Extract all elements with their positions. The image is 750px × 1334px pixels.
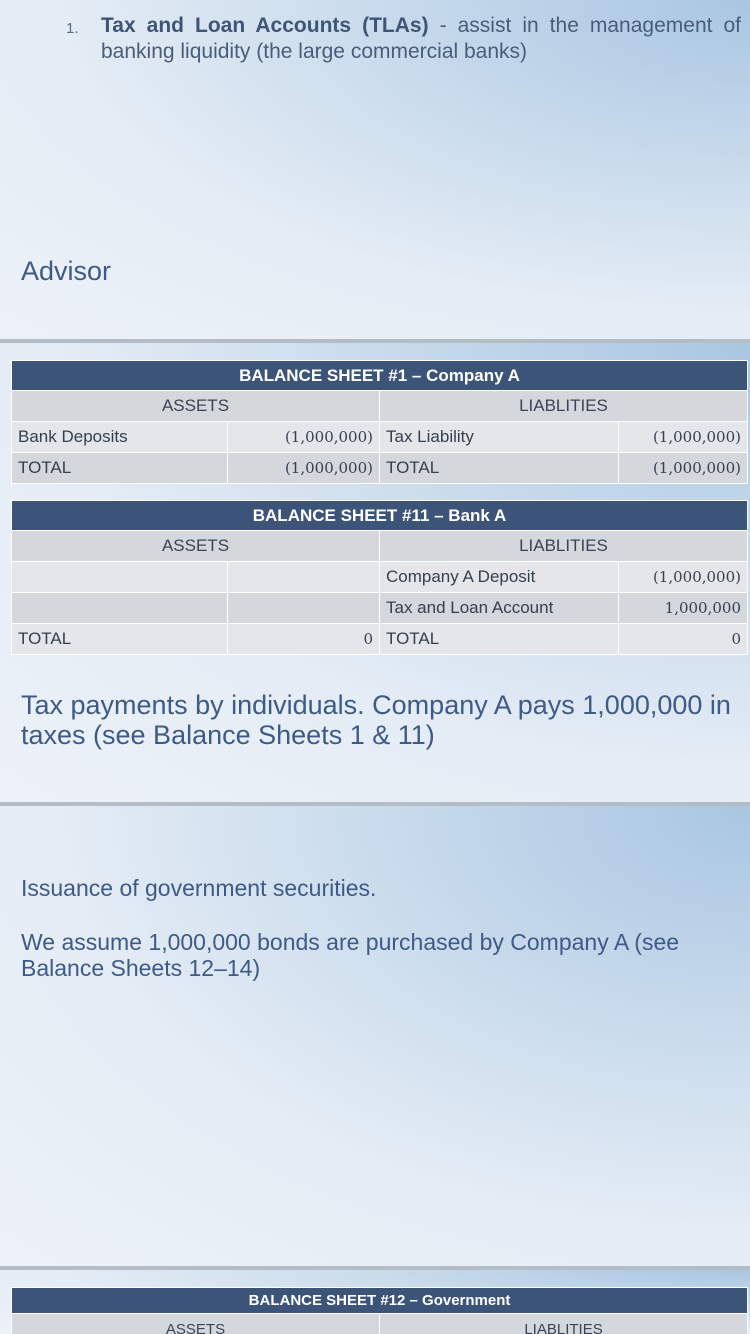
assets-header: ASSETS [12,531,380,562]
balance-sheet-title: BALANCE SHEET #12 – Government [12,1288,748,1314]
asset-value: (1,000,000) [228,422,380,453]
asset-label: TOTAL [12,624,228,655]
balance-sheet-12 [11,1287,748,1334]
asset-label [12,562,228,593]
liability-value: (1,000,000) [619,453,748,484]
list-item-bold: Tax and Loan Accounts (TLAs) [101,14,429,37]
liability-label: TOTAL [380,453,619,484]
asset-label: TOTAL [12,453,228,484]
slide-gov-securities [0,806,750,1266]
list-item-rest: - assist in the management of banking liquidity (the large commercial banks) [101,14,741,63]
asset-label: Bank Deposits [12,422,228,453]
table-row [12,593,748,624]
asset-value [228,593,380,624]
table-row [12,624,748,655]
slide-government-sheet [0,1270,750,1334]
balance-sheet-1 [11,360,748,484]
liability-label: Company A Deposit [380,562,619,593]
liability-label: Tax Liability [380,422,619,453]
balance-sheet-title: BALANCE SHEET #1 – Company A [12,361,748,391]
slide-tla-intro [0,0,750,339]
liability-label: TOTAL [380,624,619,655]
advisor-heading: Advisor [21,256,112,286]
liabilities-header: LIABLITIES [380,1314,748,1334]
asset-value: 0 [228,624,380,655]
liability-value: (1,000,000) [619,562,748,593]
asset-value [228,562,380,593]
list-item-text [101,13,741,65]
table-row [12,453,748,484]
asset-value: (1,000,000) [228,453,380,484]
liability-value: 1,000,000 [619,593,748,624]
securities-body: We assume 1,000,000 bonds are purchased by Company A (see Balance Sheets 12–14) [21,929,680,981]
liability-value: (1,000,000) [619,422,748,453]
slide-tax-payments [0,343,750,802]
liability-label: Tax and Loan Account [380,593,619,624]
liability-value: 0 [619,624,748,655]
balance-sheet-11 [11,500,748,655]
asset-label [12,593,228,624]
balance-sheet-title: BALANCE SHEET #11 – Bank A [12,501,748,531]
table-row [12,562,748,593]
assets-header: ASSETS [12,391,380,422]
list-number: 1. [66,20,79,37]
liabilities-header: LIABLITIES [380,391,748,422]
table-row [12,422,748,453]
assets-header: ASSETS [12,1314,380,1334]
securities-heading: Issuance of government securities. [21,875,377,901]
liabilities-header: LIABLITIES [380,531,748,562]
tax-payments-caption: Tax payments by individuals. Company A pays 1,000,000 in taxes (see Balance Sheets 1 & 11) [21,690,731,750]
